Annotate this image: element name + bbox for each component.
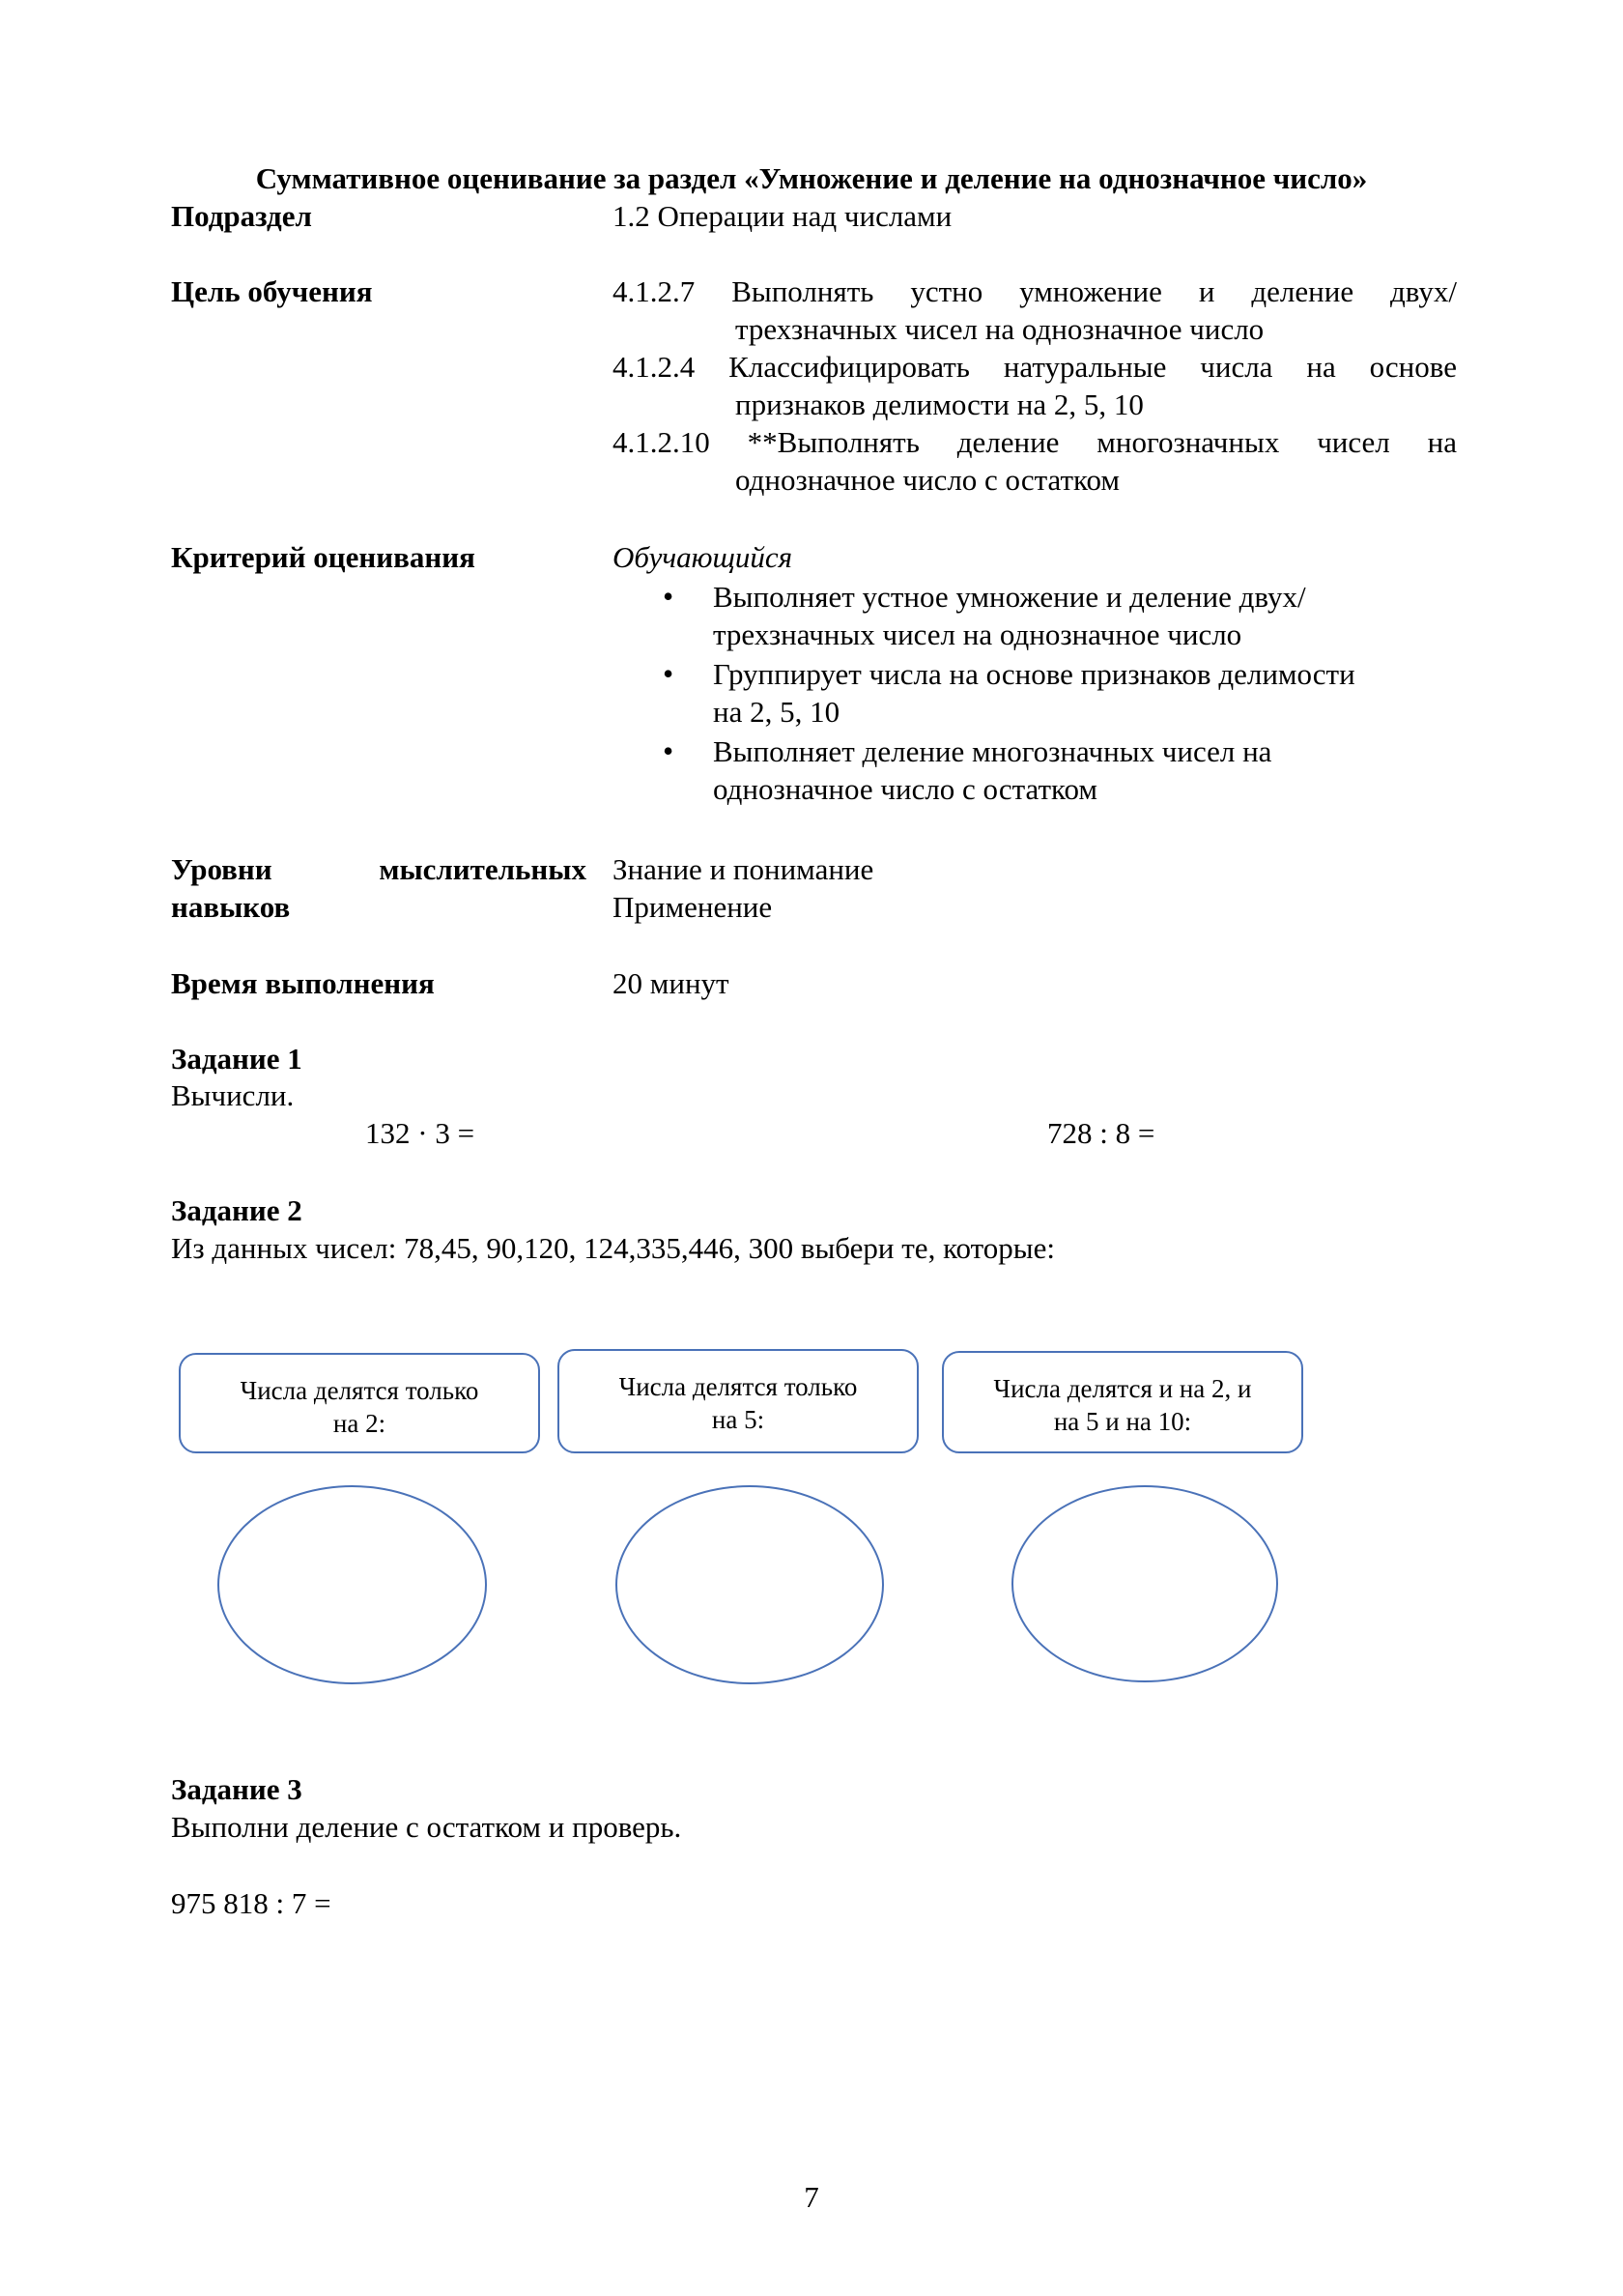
objective-1-line2: трехзначных чисел на однозначное число <box>735 312 1265 346</box>
thinking-levels-values <box>612 850 1457 926</box>
page-title: Суммативное оценивание за раздел «Умножение и деление на однозначное число» <box>255 161 1368 195</box>
page-number: 7 <box>804 2180 819 2214</box>
objective-3-line2: однозначное число с остатком <box>735 463 1121 497</box>
task1-expression-1: 132 · 3 = <box>365 1116 475 1150</box>
category-box-line: на 2: <box>332 1409 386 1438</box>
category-box-line: Числа делятся только <box>240 1376 479 1405</box>
thinking-level-2: Применение <box>612 890 773 924</box>
task3-expression: 975 818 : 7 = <box>171 1886 331 1920</box>
objective-2-line2: признаков делимости на 2, 5, 10 <box>735 387 1144 421</box>
thinking-levels-label-word2: мыслительных <box>379 852 586 886</box>
task1-instruction: Вычисли. <box>171 1078 295 1112</box>
task1-heading: Задание 1 <box>171 1042 302 1076</box>
subsection-value: 1.2 Операции над числами <box>612 199 953 233</box>
time-value: 20 минут <box>612 966 729 1000</box>
objective-1-line1: 4.1.2.7 Выполнять устно умножение и деление двух/ <box>612 274 1457 308</box>
category-box-line: на 5 и на 10: <box>1053 1407 1192 1436</box>
category-box-line: Числа делятся только <box>618 1372 858 1401</box>
criteria-block <box>612 538 1457 808</box>
criteria-item: • Выполняет деление многозначных чисел на однозначное число с остатком <box>612 732 1389 808</box>
answer-ellipse-only-5[interactable] <box>615 1485 884 1684</box>
category-box-only-2 <box>179 1353 540 1453</box>
criteria-label: Критерий оценивания <box>171 540 475 574</box>
task2-instruction: Из данных чисел: 78,45, 90,120, 124,335,446, 300 выбери те, которые: <box>171 1231 1055 1265</box>
thinking-levels-label-word3: навыков <box>171 890 291 924</box>
learning-objectives <box>612 273 1457 499</box>
criteria-item: • Группирует числа на основе признаков делимости на 2, 5, 10 <box>612 655 1389 731</box>
learning-goal-label: Цель обучения <box>171 274 373 308</box>
task2-heading: Задание 2 <box>171 1193 302 1227</box>
task3-heading: Задание 3 <box>171 1772 302 1806</box>
thinking-level-1: Знание и понимание <box>612 852 874 886</box>
criteria-item: • Выполняет устное умножение и деление двух/ трехзначных чисел на однозначное число <box>612 578 1389 653</box>
time-label: Время выполнения <box>171 966 435 1000</box>
answer-ellipse-2-5-10[interactable] <box>1011 1485 1278 1682</box>
category-box-only-5 <box>557 1349 919 1453</box>
task3-instruction: Выполни деление с остатком и проверь. <box>171 1810 682 1844</box>
thinking-levels-label-word1: Уровни <box>171 852 272 886</box>
objective-2-line1: 4.1.2.4 Классифицировать натуральные числа на основе <box>612 350 1457 384</box>
task1-expression-2: 728 : 8 = <box>1047 1116 1155 1150</box>
criteria-intro: Обучающийся <box>612 540 793 574</box>
objective-3-line1: 4.1.2.10 **Выполнять деление многозначных чисел на <box>612 425 1457 459</box>
thinking-levels-label <box>171 850 586 926</box>
answer-ellipse-only-2[interactable] <box>217 1485 487 1684</box>
category-box-line: на 5: <box>711 1405 765 1434</box>
category-box-line: Числа делятся и на 2, и <box>993 1374 1252 1403</box>
subsection-label: Подраздел <box>171 199 312 233</box>
category-box-2-5-10 <box>942 1351 1303 1453</box>
criteria-list <box>612 578 1457 808</box>
